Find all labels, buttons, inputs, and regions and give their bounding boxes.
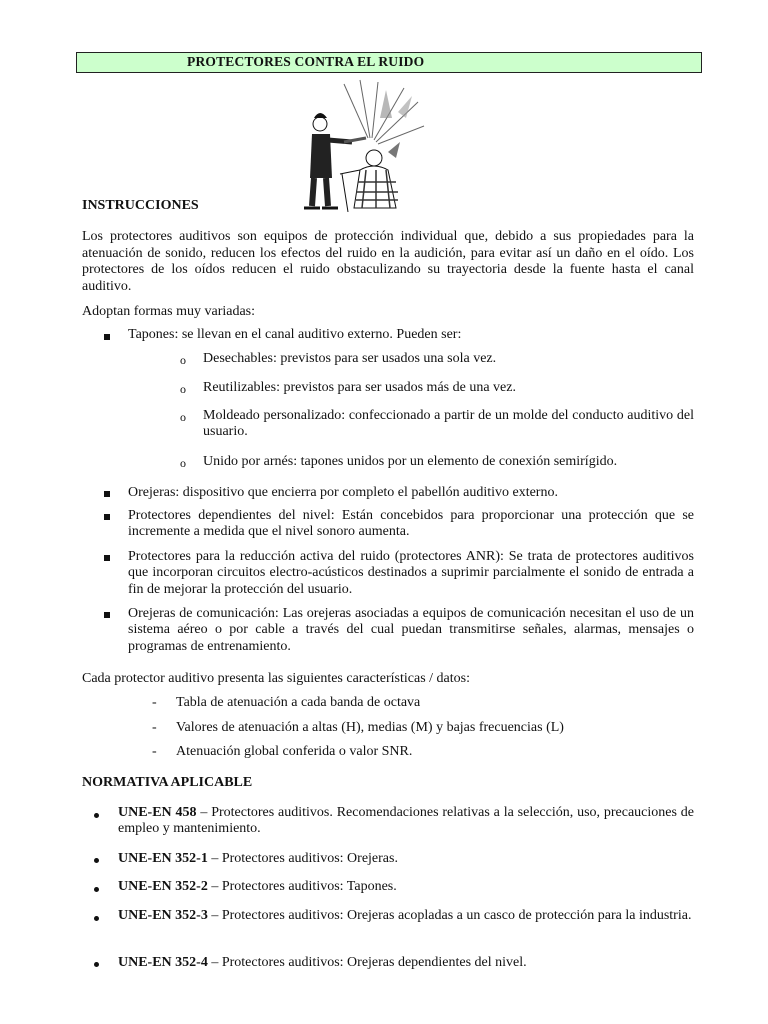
norma-text: – Protectores auditivos: Orejeras.: [207, 851, 398, 866]
square-bullet-icon: [104, 514, 110, 520]
square-bullet-icon: [104, 555, 110, 561]
circle-bullet-icon: o: [180, 410, 186, 424]
caracteristica-item: Atenuación global conferida o valor SNR.: [176, 744, 413, 759]
noise-illustration: [300, 78, 430, 212]
dash-bullet-icon: -: [152, 744, 157, 759]
tapon-tipo: Unido por arnés: tapones unidos por un elemento de conexión semirígido.: [203, 454, 618, 469]
norma-code: UNE-EN 458: [118, 805, 197, 820]
normativa-heading: NORMATIVA APLICABLE: [82, 775, 253, 790]
round-bullet-icon: [94, 887, 99, 892]
intro-paragraph: Los protectores auditivos son equipos de protección individual que, debido a sus propiedades para la atenuación de sonido, reducen los efectos del ruido en la audición, para evitar así un daño en el oído. Los protectores de los oídos reducen el ruido obstaculizando su trayectoria desde la fuente hasta el canal auditivo.: [82, 229, 694, 294]
caracteristica-item: Tabla de atenuación a cada banda de octava: [176, 695, 421, 710]
tapones-item: Tapones: se llevan en el canal auditivo externo. Pueden ser:: [128, 327, 462, 342]
protector-item: Orejeras: dispositivo que encierra por completo el pabellón auditivo externo.: [128, 485, 558, 500]
norma-item: [118, 805, 694, 838]
round-bullet-icon: [94, 813, 99, 818]
norma-item: [118, 879, 694, 895]
protector-item: Orejeras de comunicación: Las orejeras asociadas a equipos de comunicación necesitan el uso de un sistema aéreo o por cable a través del cual puedan transmitirse señales, alarmas, mensajes o programas de entrenamiento.: [128, 606, 694, 654]
circle-bullet-icon: o: [180, 382, 186, 396]
round-bullet-icon: [94, 858, 99, 863]
norma-item: [118, 851, 694, 867]
norma-text: – Protectores auditivos: Orejeras dependientes del nivel.: [207, 955, 527, 970]
circle-bullet-icon: o: [180, 353, 186, 367]
tapon-tipo: Moldeado personalizado: confeccionado a partir de un molde del conducto auditivo del usuario.: [203, 408, 694, 440]
norma-text: – Protectores auditivos: Tapones.: [207, 879, 397, 894]
instrucciones-heading: INSTRUCCIONES: [82, 198, 199, 213]
dash-bullet-icon: -: [152, 720, 157, 735]
protector-item: Protectores para la reducción activa del ruido (protectores ANR): Se trata de protectores auditivos que incorporan circuitos electro-acústicos destinados a suprimir parcialmente el sonido de entrada a fin de mejorar la protección del usuario.: [128, 549, 694, 597]
norma-item: [118, 908, 694, 924]
norma-text: – Protectores auditivos: Orejeras acopladas a un casco de protección para la industria.: [207, 908, 692, 923]
norma-code: UNE-EN 352-1: [118, 851, 208, 866]
square-bullet-icon: [104, 491, 110, 497]
tapon-tipo: Reutilizables: previstos para ser usados más de una vez.: [203, 380, 516, 395]
page-title: PROTECTORES CONTRA EL RUIDO: [187, 54, 425, 69]
norma-text: – Protectores auditivos. Recomendaciones relativas a la selección, uso, precauciones de empleo y mantenimiento.: [118, 805, 694, 837]
norma-code: UNE-EN 352-4: [118, 955, 208, 970]
formas-text: Adoptan formas muy variadas:: [82, 304, 256, 319]
round-bullet-icon: [94, 962, 99, 967]
norma-code: UNE-EN 352-3: [118, 908, 208, 923]
square-bullet-icon: [104, 334, 110, 340]
circle-bullet-icon: o: [180, 456, 186, 470]
norma-code: UNE-EN 352-2: [118, 879, 208, 894]
round-bullet-icon: [94, 916, 99, 921]
square-bullet-icon: [104, 612, 110, 618]
tapon-tipo: Desechables: previstos para ser usados una sola vez.: [203, 351, 497, 366]
caracteristicas-intro: Cada protector auditivo presenta las siguientes características / datos:: [82, 671, 470, 686]
title-box: [76, 52, 702, 73]
caracteristica-item: Valores de atenuación a altas (H), medias (M) y bajas frecuencias (L): [176, 720, 564, 735]
protector-item: Protectores dependientes del nivel: Están concebidos para proporcionar una protección que se incremente a medida que el nivel sonoro aumenta.: [128, 508, 694, 540]
dash-bullet-icon: -: [152, 695, 157, 710]
norma-item: [118, 955, 694, 971]
